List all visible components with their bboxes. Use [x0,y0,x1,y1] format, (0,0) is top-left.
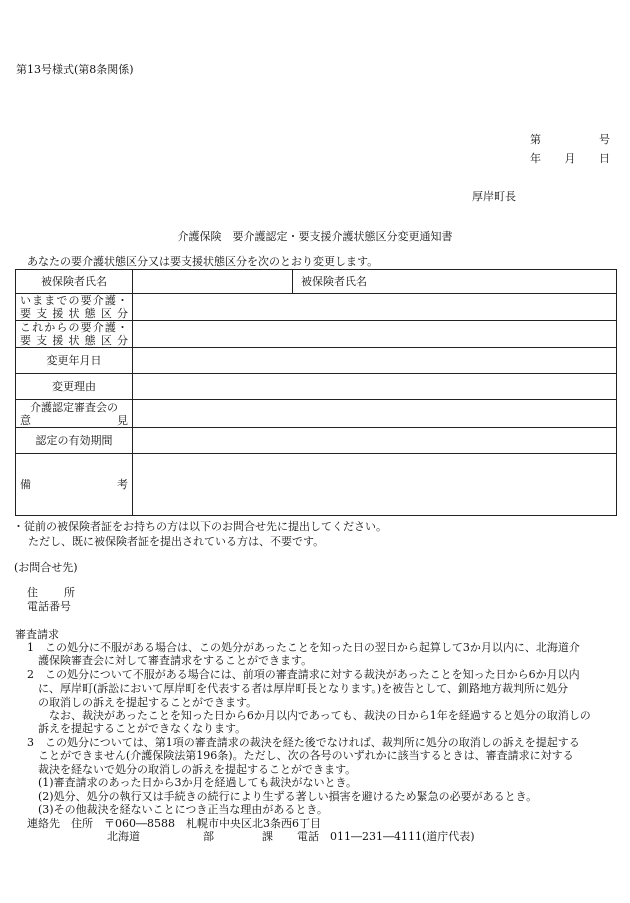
doc-number-go: 号 [599,133,610,146]
review-heading: 審査請求 [15,628,59,641]
opinion-label-line2 [20,414,128,427]
previous-level-label [16,294,133,321]
document-number [530,133,610,146]
review-p3-line1: 3 この処分については、第1項の審査請求の裁決を経た後でなければ、裁判所に処分の取消しの訴えを提起する [27,736,580,749]
remarks-label [16,454,133,516]
change-reason-value [133,374,617,400]
issuer: 厚岸町長 [472,190,516,203]
table-row [16,321,617,348]
remarks-label-inner [20,478,128,491]
review-item-2: (2)処分、処分の執行又は手続きの続行により生ずる著しい損害を避けるため緊急の必要があるとき。 [38,790,538,803]
review-p2-line3: の取消しの訴えを提起することができます。 [38,696,258,709]
change-date-label: 変更年月日 [16,348,133,374]
review-p2-line4: なお、裁決があったことを知った日から6か月以内であっても、裁決の日から1年を経過すると処分の取消しの [49,709,591,722]
review-contact-line2-b: 部 [203,830,214,843]
contact-heading: (お問合せ先) [14,561,78,574]
review-p3-line2: ことができません(介護保険法第196条)。ただし、次の各号のいずれかに該当するときは、審査請求に対する [38,749,574,762]
table-row [16,270,617,294]
address-label-b: 所 [64,586,75,599]
note-line-2: ただし、既に被保険者証を提出されている方は、不要です。 [28,535,325,548]
table-row [16,454,617,516]
new-level-label [16,321,133,348]
review-item-1: (1)審査請求のあった日から3か月を経過しても裁決がないとき。 [38,776,358,789]
new-level-label-line2: 要支援状態区分 [20,334,128,347]
review-contact-line2-c: 課 [262,830,273,843]
opinion-label-b: 見 [117,413,128,427]
document-date [530,152,610,165]
table-row [16,294,617,321]
remarks-label-a: 備 [20,477,31,491]
review-p2-line5: 訴えを提起することができなくなります。 [38,722,247,735]
insured-name-label-2: 被保険者氏名 [293,270,617,294]
remarks-label-b: 考 [117,477,128,491]
review-p2-line1: 2 この処分について不服がある場合には、前項の審査請求に対する裁決があったことを知った日から6か月以内 [27,668,580,681]
insured-name-value [133,270,293,294]
contact-address [27,586,75,599]
review-board-opinion-label [16,400,133,428]
change-reason-label: 変更理由 [16,374,133,400]
date-year: 年 [530,152,541,165]
opinion-label-line1: 介護認定審査会の [30,400,118,414]
table-row [16,400,617,428]
change-date-value [133,348,617,374]
review-contact-line1: 連絡先 住所 〒060―8588 札幌市中央区北3条西6丁目 [27,817,321,830]
review-p2-line2: に、厚岸町(訴訟において厚岸町を代表する者は厚岸町長となります。)を被告として、釧路地方裁判所に処分 [38,682,568,695]
review-p3-line3: 裁決を経ないで処分の取消しの訴えを提起することができます。 [38,763,357,776]
address-label-a: 住 [27,586,38,599]
review-contact-line2-d: 電話 011―231―4111(道庁代表) [297,830,475,843]
review-p1-line1: 1 この処分に不服がある場合は、この処分があったことを知った日の翌日から起算して3か月以内に、北海道介 [27,641,580,654]
review-board-opinion-value [133,400,617,428]
insured-name-label: 被保険者氏名 [16,270,133,294]
table-row [16,348,617,374]
review-contact-line2-a: 北海道 [107,830,140,843]
previous-level-value [133,294,617,321]
doc-number-dai: 第 [530,133,541,146]
date-day: 日 [599,152,610,165]
table-row [16,374,617,400]
document-title: 介護保険 要介護認定・要支援介護状態区分変更通知書 [177,230,453,243]
intro-text: あなたの要介護状態区分又は要支援状態区分を次のとおり変更します。 [27,255,379,268]
contact-phone-label: 電話番号 [27,600,71,613]
previous-level-label-line2: 要支援状態区分 [20,307,128,320]
date-month: 月 [564,152,576,165]
new-level-value [133,321,617,348]
table-row [16,428,617,454]
previous-level-label-line1: いままでの要介護・ [20,294,128,307]
opinion-label-a: 意 [20,413,31,427]
new-level-label-line1: これからの要介護・ [20,321,128,334]
notice-table [15,269,617,516]
review-item-3: (3)その他裁決を経ないことにつき正当な理由があるとき。 [38,803,328,816]
note-line-1: ・従前の被保険者証をお持ちの方は以下のお問合せ先に提出してください。 [13,520,387,533]
review-p1-line2: 護保険審査会に対して審査請求をすることができます。 [38,654,313,667]
remarks-value [133,454,617,516]
form-number: 第13号様式(第8条関係) [16,63,134,76]
validity-period-label: 認定の有効期間 [16,428,133,454]
validity-period-value [133,428,617,454]
